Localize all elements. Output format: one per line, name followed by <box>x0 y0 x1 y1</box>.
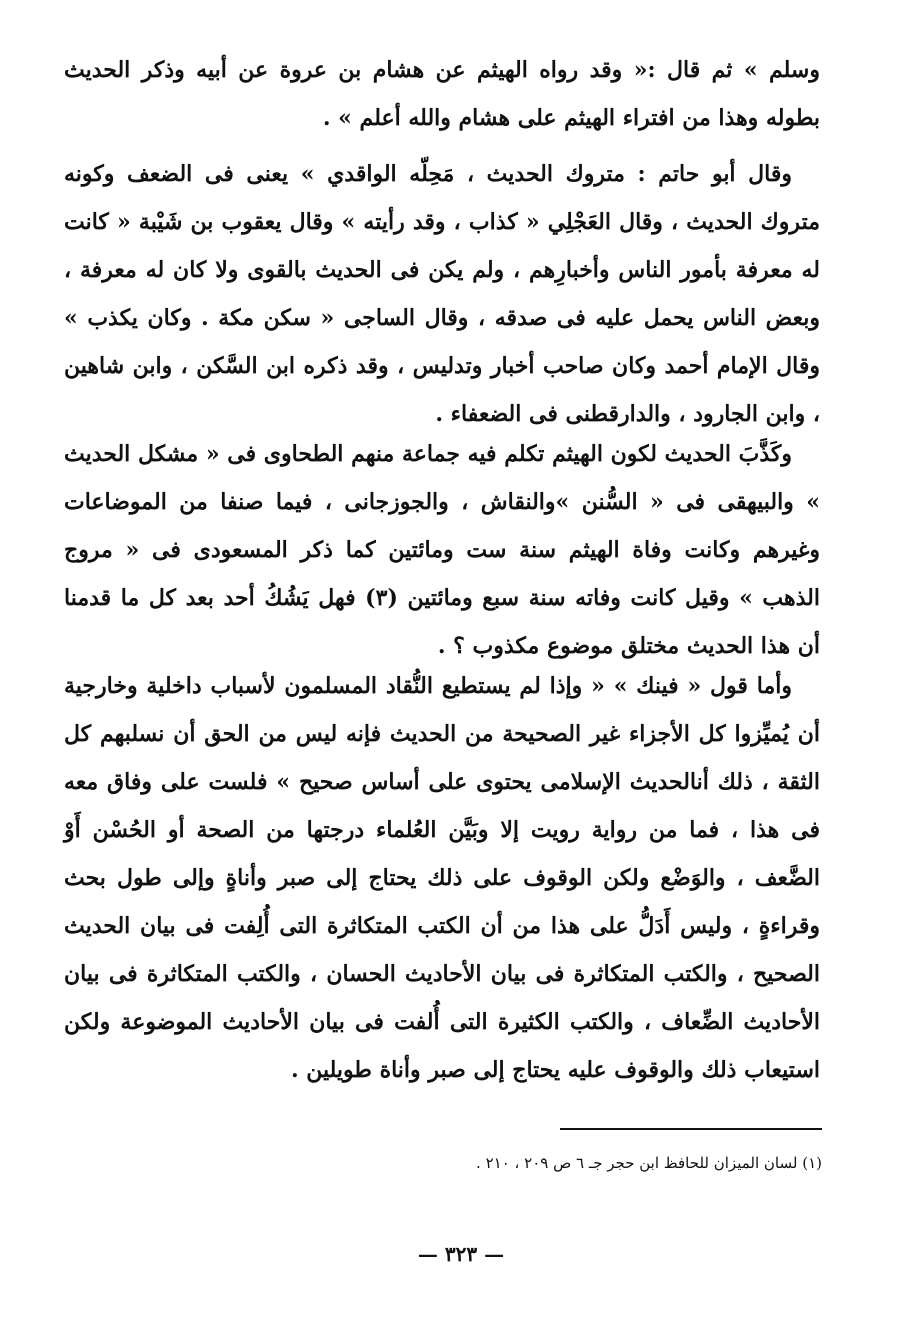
paragraph-text: وسلم » ثم قال :« وقد رواه الهيثم عن هشام بن عروة عن أبيه وذكر الحديث بطوله وهذا من افتراء الهيثم على هشام والله أعلم » . <box>64 57 820 131</box>
footnote: (١) لسان الميزان للحافظ ابن حجر جـ ٦ ص ٢٠٩ ، ٢١٠ . <box>476 1154 822 1172</box>
paragraph-2 <box>64 150 820 438</box>
paragraph-1 <box>64 46 820 142</box>
paragraph-text: وقال أبو حاتم : متروك الحديث ، مَحِلّه الواقدي » يعنى فى الضعف وكونه متروك الحديث ، وقال العَجْلِي « كذاب ، وقد رأيته » وقال يعقوب بن شَيْبة « كانت له معرفة بأمور الناس وأخبارِهم ، ولم يكن فى الحديث بالقوى ولا كان له معرفة ، وبعض الناس يحمل عليه فى صدقه ، وقال الساجى « سكن مكة . وكان يكذب » وقال الإمام أحمد وكان صاحب أخبار وتدليس ، وقد ذكره ابن السَّكن ، وابن شاهين ، وابن الجارود ، والدارقطنى فى الضعفاء . <box>64 161 820 427</box>
paragraph-text: وأما قول « فينك » « وإذا لم يستطيع النُّقاد المسلمون لأسباب داخلية وخارجية أن يُميِّزوا كل الأجزاء غير الصحيحة من الحديث فإنه ليس من الحق أن نسلبهم كل الثقة ، ذلك أنالحديث الإسلامى يحتوى على أساس صحيح » فلست على وفاق معه فى هذا ، فما من رواية رويت إلا وبَيَّن العُلماء درجتها من الصحة أو الحُسْن أَوْ الضَّعف ، والوَضْع ولكن الوقوف على ذلك يحتاج إلى صبر وأناةٍ وإلى طول بحث وقراءةٍ ، وليس أَدَلُّ على هذا من أن الكتب المتكاثرة التى أُلِفت فى بيان الحديث الصحيح ، والكتب المتكاثرة فى بيان الأحاديث الحسان ، والكتب المتكاثرة فى بيان الأحاديث الضِّعاف ، والكتب الكثيرة التى أُلفت فى بيان الأحاديث الموضوعة ولكن استيعاب ذلك والوقوف عليه يحتاج إلى صبر وأناة طويلين . <box>64 673 820 1083</box>
paragraph-text: وكَذَّبَ الحديث لكون الهيثم تكلم فيه جماعة منهم الطحاوى فى « مشكل الحديث » والبيهقى فى « السُّنن »والنقاش ، والجوزجانى ، فيما صنفا من الموضاعات وغيرهم وكانت وفاة الهيثم سنة ست ومائتين كما ذكر المسعودى فى « مروج الذهب » وقيل كانت وفاته سنة سبع ومائتين (٣) فهل يَشُكُ أحد بعد كل ما قدمنا أن هذا الحديث مختلق موضوع مكذوب ؟ . <box>64 441 820 659</box>
page-number: — ٣٢٣ — <box>417 1242 505 1266</box>
paragraph-3 <box>64 430 820 670</box>
footnote-divider <box>560 1128 822 1130</box>
paragraph-4 <box>64 662 820 1094</box>
